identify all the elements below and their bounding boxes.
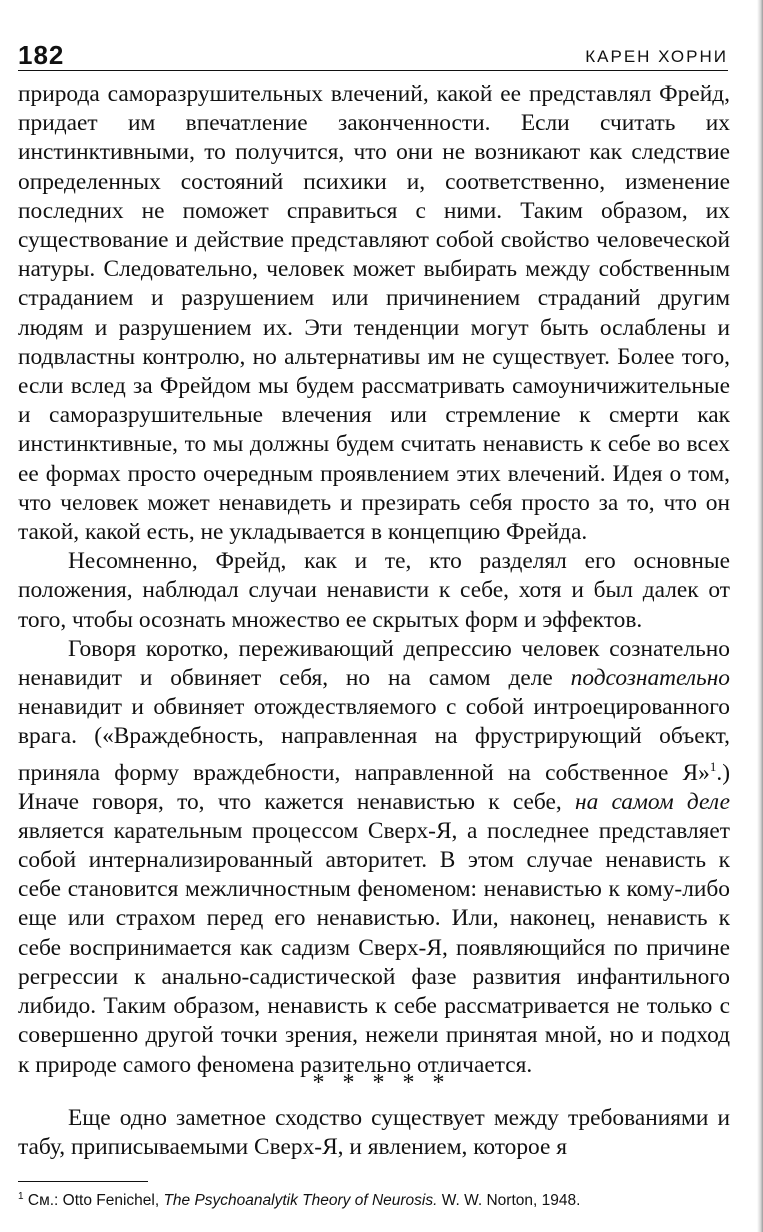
- paragraph-2: Несомненно, Фрейд, как и те, кто разделял его основные положения, наблюдал случаи ненависти к себе, хотя и был далек от того, чтобы осознать множество ее скрытых форм и эффектов.: [18, 548, 730, 633]
- section-separator: * * * * *: [312, 1070, 451, 1096]
- paragraph-3-part-c: .) Иначе говоря, то, что кажется ненавистью к себе,: [18, 759, 730, 815]
- main-text-continued: [18, 1104, 730, 1162]
- footnote-mark: 1: [18, 1191, 24, 1202]
- footnote-reference: 1: [709, 758, 717, 774]
- emphasis-in-fact: на самом деле: [574, 788, 730, 815]
- paragraph-3-part-b: ненавидит и обвиняет отождествляемого с собой интроецированного врага. («Враждебность, направленная на фрустрирующий объект, приняла форму враждебности, направленной на собственное Я»: [18, 694, 730, 786]
- footnote-divider: [18, 1181, 148, 1182]
- footnote-suffix: W. W. Norton, 1948.: [437, 1192, 581, 1210]
- emphasis-subconsciously: подсознательно: [570, 665, 730, 692]
- footnote-book-title: The Psychoanalytik Theory of Neurosis.: [163, 1192, 438, 1210]
- running-head: КАРЕН ХОРНИ: [585, 47, 728, 66]
- page-edge-shadow: [757, 0, 763, 1232]
- paragraph-4: Еще одно заметное сходство существует между требованиями и табу, приписываемыми Сверх-Я, и явлением, которое я: [18, 1105, 730, 1161]
- paragraph-3-part-d: является карательным процессом Сверх-Я, а последнее представляет собой интернализированный авторитет. В этом случае ненависть к себе становится межличностным феноменом: ненавистью к кому-либо еще или страхом перед его ненавистью. Или, наконец, ненависть к себе воспринимается как садизм Сверх-Я, появляющийся по причине регрессии к анально-садистической фазе развития инфантильного либидо. Таким образом, ненависть к себе рассматривается не только с совершенно другой точки зрения, нежели принятая мной, но и подход к природе самого феномена разительно отличается.: [18, 817, 730, 1078]
- page-number: 182: [18, 40, 65, 70]
- footnote-prefix: См.: Otto Fenichel,: [27, 1192, 164, 1210]
- paragraph-3: [18, 635, 730, 1080]
- paragraph-3-part-a: Говоря коротко, переживающий депрессию человек сознательно ненавидит и обвиняет себя, но на самом деле: [18, 635, 730, 692]
- page-header: [18, 40, 728, 71]
- paragraph-1: природа саморазрушительных влечений, какой ее представлял Фрейд, придает им впечатление законченности. Если считать их инстинктивными, то получится, что они не возникают как следствие определенных состояний психики и, соответственно, изменение последних не поможет справиться с ними. Таким образом, их существование и действие представляют собой свойство человеческой натуры. Следовательно, человек может выбирать между собственным страданием и разрушением или причинением страданий другим людям и разрушением их. Эти тенденции могут быть ослаблены и подвластны контролю, но альтернативы им не существует. Более того, если вслед за Фрейдом мы будем рассматривать самоуничижительные и саморазрушительные влечения или стремление к смерти как инстинктивные, то мы должны будем считать ненависть к себе во всех ее формах просто очередным проявлением этих влечений. Идея о том, что человек может ненавидеть и презирать себя просто за то, что он такой, какой есть, не укладывается в концепцию Фрейда.: [18, 81, 730, 546]
- footnote: [18, 1186, 730, 1212]
- main-text: [18, 80, 730, 1080]
